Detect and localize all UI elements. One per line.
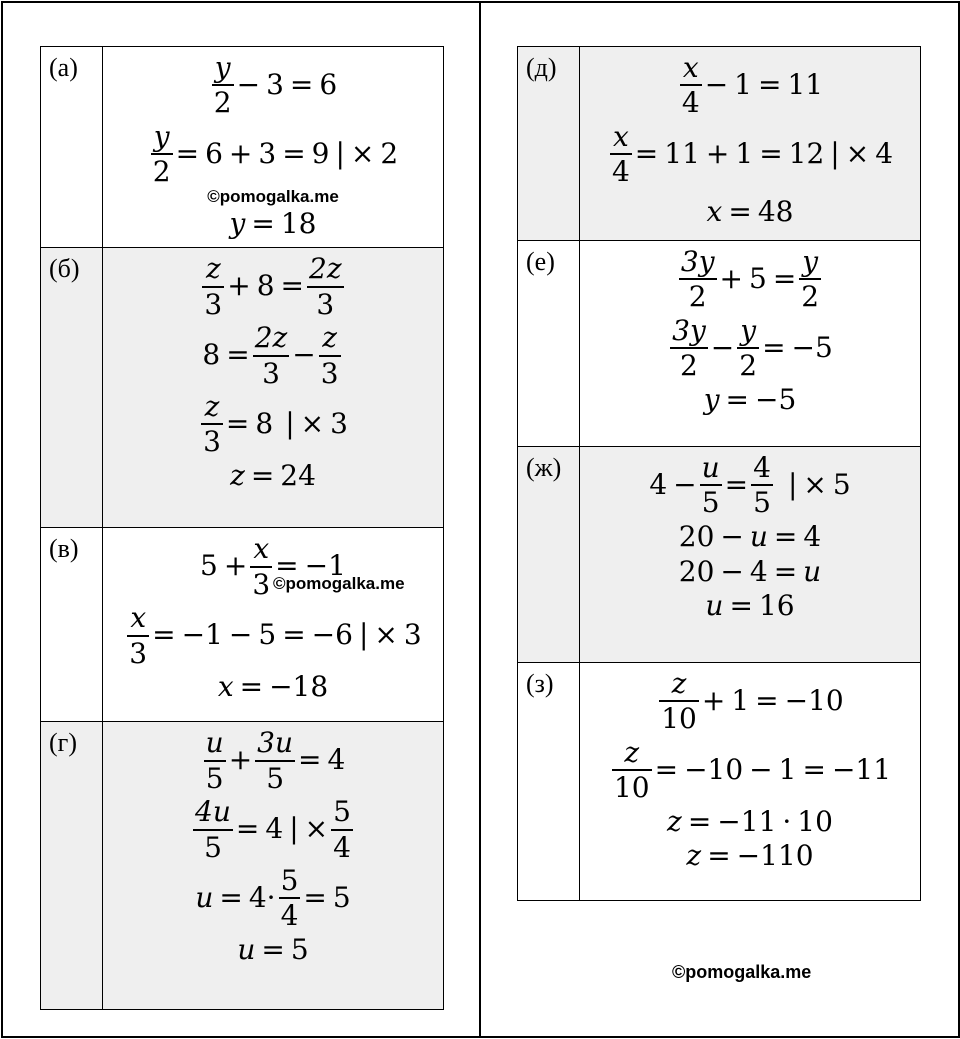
equation-line: y = − 5 [703,382,797,416]
fraction: $\frac{4}{5}$ [753,451,771,520]
left-solutions-table [40,46,444,1010]
equation-line: u = 16 [705,589,795,623]
fraction: $\frac{z}{3}$ [320,321,339,390]
fraction: $\frac{2z}{3}$ [309,252,342,321]
problem-label-zh: (ж) [518,447,580,663]
problem-row-b [41,248,444,528]
problem-label-b: (б) [41,248,103,528]
fraction: $\frac{2z}{3}$ [254,321,288,390]
fraction: $\frac{z}{10}$ [661,667,697,736]
fraction: $\frac{x}{4}$ [611,119,630,189]
equation-line: y = 18 [229,206,317,240]
problem-row-d [518,47,921,241]
column-divider [479,1,481,1038]
problem-label-v: (в) [41,528,103,722]
equation-line: $\frac{z}{10}$ = − 10 − 1 = − 11 [613,735,892,805]
fraction: $\frac{4u}{5}$ [195,795,231,864]
fraction: $\frac{y}{2}$ [213,51,232,120]
problem-row-zh [518,447,921,663]
equation-line: 8 = $\frac{2z}{3}$ − $\frac{z}{3}$ [202,321,339,390]
problem-row-v [41,528,444,722]
fraction: $\frac{y}{2}$ [801,245,820,314]
equation-line: $\frac{x}{4}$ = 11 + 1 = 12 | × 4 [611,119,894,189]
problem-label-z: (з) [518,663,580,901]
problem-solution-zh [580,447,921,663]
fraction: $\frac{z}{3}$ [203,389,221,459]
equation-line: $\frac{3y}{2}$ − $\frac{y}{2}$ = − 5 [672,313,833,383]
equation-line: $\frac{z}{3}$ = 8 | × 3 [203,389,348,459]
problem-solution-e [580,241,921,447]
equation-line: 20 − u = 4 [678,519,822,553]
fraction: $\frac{x}{4}$ [681,51,700,120]
fraction: $\frac{y}{2}$ [739,313,758,383]
equation-line: $\frac{y}{2}$ − 3 = 6 [213,51,338,120]
problem-solution-b [103,248,444,528]
fraction: $\frac{x}{3}$ [252,532,271,601]
problem-row-g [41,722,444,1010]
problem-row-e [518,241,921,447]
problem-row-z [518,663,921,901]
fraction: $\frac{z}{3}$ [204,252,223,321]
problem-row-a [41,47,444,248]
equation-line: z = 24 [230,458,316,492]
fraction: $\frac{3u}{5}$ [257,726,294,795]
equation-line: 4 − $\frac{u}{5}$ = $\frac{4}{5}$ | × 5 [649,451,851,520]
fraction: $\frac{3y}{2}$ [672,313,706,383]
equation-line: x = 48 [706,194,794,228]
problem-solution-a [103,47,444,248]
equation-line: $\frac{z}{10}$ + 1 = − 10 [661,667,844,736]
equation-line: $\frac{x}{3}$ = − 1 − 5 = − 6 | × 3 [129,601,422,670]
fraction: $\frac{5}{4}$ [280,863,299,933]
fraction: $\frac{5}{4}$ [333,795,351,864]
problem-solution-g [103,722,444,1010]
equation-line: 5 + $\frac{x}{3}$ = − 1 [200,532,346,601]
problem-solution-z [580,663,921,901]
watermark: ©pomogalka.me [207,186,339,206]
equation-line: $\frac{3y}{2}$ + 5 = $\frac{y}{2}$ [680,245,820,314]
fraction: $\frac{u}{5}$ [205,726,224,795]
problem-label-a: (а) [41,47,103,248]
fraction: $\frac{z}{10}$ [613,735,650,805]
fraction: $\frac{3y}{2}$ [680,245,715,314]
problem-solution-v [103,528,444,722]
right-solutions-table [517,46,921,901]
problem-solution-d [580,47,921,241]
equation-line: $\frac{u}{5}$ + $\frac{3u}{5}$ = 4 [205,726,346,795]
problem-label-e: (е) [518,241,580,447]
fraction: $\frac{y}{2}$ [152,119,171,189]
problem-label-d: (д) [518,47,580,241]
equation-line: z = − 110 [686,839,814,873]
problem-label-g: (г) [41,722,103,1010]
equation-line: 20 − 4 = u [678,554,822,588]
watermark-bottom: ©pomogalka.me [672,962,812,982]
equation-line: u = 5 [237,932,309,966]
fraction: $\frac{u}{5}$ [701,451,720,520]
watermark: ©pomogalka.me [273,574,405,594]
equation-line: u = 4 · $\frac{5}{4}$ = 5 [195,863,351,933]
equation-line: $\frac{z}{3}$ + 8 = $\frac{2z}{3}$ [204,252,342,321]
equation-line: x = − 18 [217,669,329,703]
equation-line: $\frac{y}{2}$ = 6 + 3 = 9 | × 2 [152,119,399,189]
equation-line: $\frac{x}{4}$ − 1 = 11 [681,51,824,120]
fraction: $\frac{x}{3}$ [129,601,148,670]
equation-line: $\frac{4u}{5}$ = 4 | × $\frac{5}{4}$ [195,795,351,864]
equation-line: z = − 11 · 10 [667,804,833,838]
